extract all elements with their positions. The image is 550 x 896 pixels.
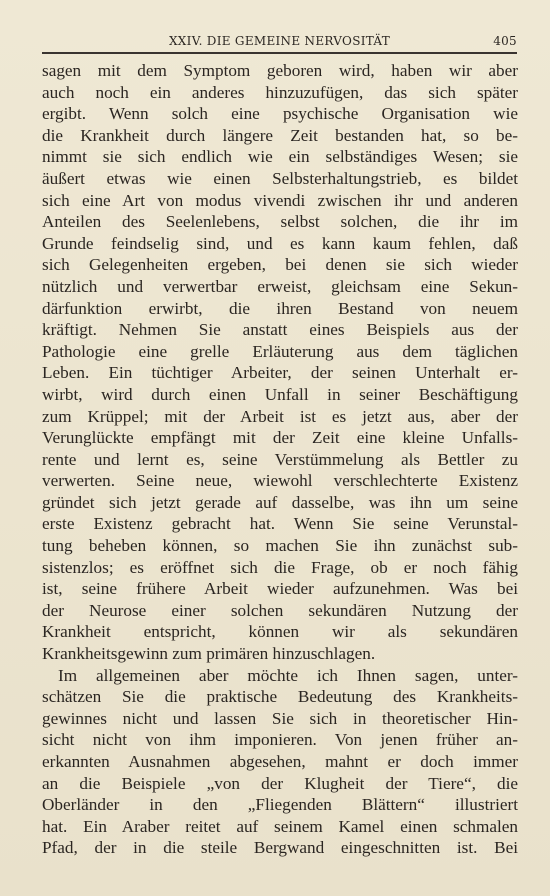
text-line: Oberländer in den „Fliegenden Blättern“ illustriert — [42, 795, 518, 815]
text-line: nützlich und verwertbar erweist, gleichsam eine Sekun- — [42, 276, 518, 296]
chapter-title: XXIV. DIE GEMEINE NERVOSITÄT — [168, 34, 391, 48]
text-line: erste Existenz gebracht hat. Wenn Sie seine Verunstal- — [42, 514, 518, 534]
text-line: verwerten. Seine neue, wiewohl verschlechterte Existenz — [42, 471, 518, 491]
text-line: Grunde feindselig sind, und es kann kaum fehlen, daß — [42, 233, 518, 253]
body-text — [42, 60, 518, 859]
text-line: hat. Ein Araber reitet auf seinem Kamel einen schmalen — [42, 816, 518, 836]
text-line: därfunktion erwirbt, die ihren Bestand von neuem — [42, 298, 518, 318]
text-line: gewinnes nicht und lassen Sie sich in theoretischer Hin- — [42, 708, 518, 728]
text-line: Leben. Ein tüchtiger Arbeiter, der seinen Unterhalt er- — [42, 363, 518, 383]
text-line: sagen mit dem Symptom geboren wird, haben wir aber — [42, 61, 518, 80]
text-line: sicht nicht von ihm imponieren. Von jenen früher an- — [42, 730, 518, 750]
text-line: der Neurose einer solchen sekundären Nutzung der — [42, 600, 518, 620]
text-line: Anteilen des Seelenlebens, selbst solchen, die ihr im — [42, 212, 518, 232]
text-line: Krankheit entspricht, können wir als sekundären — [42, 622, 518, 642]
text-line: auch noch ein anderes hinzuzufügen, das sich später — [42, 82, 518, 102]
text-line: Krankheitsgewinn zum primären hinzuschlagen. — [42, 644, 376, 664]
text-line: ergibt. Wenn solch eine psychische Organisation wie — [42, 104, 518, 124]
text-line: gründet sich jetzt gerade auf dasselbe, was ihn um seine — [42, 492, 518, 512]
text-line: Verunglückte empfängt mit der Zeit eine kleine Unfalls- — [42, 428, 518, 448]
text-line: rente und lernt es, seine Verstümmelung als Bettler zu — [42, 449, 518, 469]
text-line: sistenzlos; es eröffnet sich die Frage, ob er noch fähig — [42, 557, 518, 577]
text-line: schätzen Sie die praktische Bedeutung des Krankheits- — [42, 687, 518, 707]
text-line: wirbt, wird durch einen Unfall in seiner Beschäftigung — [42, 384, 518, 404]
text-line: nimmt sie sich endlich wie ein selbständiges Wesen; sie — [42, 147, 518, 167]
text-line: sich eine Art von modus vivendi zwischen ihr und anderen — [42, 190, 518, 210]
header-rule — [42, 52, 517, 54]
text-line: ist, seine frühere Arbeit wieder aufzunehmen. Was bei — [42, 579, 518, 599]
page-number: 405 — [493, 34, 517, 48]
text-line: kräftigt. Nehmen Sie anstatt eines Beispiels aus der — [42, 320, 518, 340]
text-line: Im allgemeinen aber möchte ich Ihnen sagen, unter- — [58, 665, 518, 685]
running-header — [42, 34, 517, 52]
text-line: erkannten Ausnahmen abgesehen, mahnt er doch immer — [42, 752, 518, 771]
text-line: Pfad, der in die steile Bergwand eingeschnitten ist. Bei — [42, 838, 518, 858]
text-line: tung beheben können, so machen Sie ihn zunächst sub- — [42, 536, 518, 556]
text-line: äußert etwas wie einen Selbsterhaltungstrieb, es bildet — [42, 168, 518, 188]
text-line: zum Krüppel; mit der Arbeit ist es jetzt aus, aber der — [42, 406, 518, 426]
text-line: die Krankheit durch längere Zeit bestanden hat, so be- — [42, 125, 518, 145]
text-line: Pathologie eine grelle Erläuterung aus dem täglichen — [42, 341, 518, 361]
text-line: an die Beispiele „von der Klugheit der Tiere“, die — [42, 773, 518, 793]
text-line: sich Gelegenheiten ergeben, bei denen sie sich wieder — [42, 255, 518, 275]
